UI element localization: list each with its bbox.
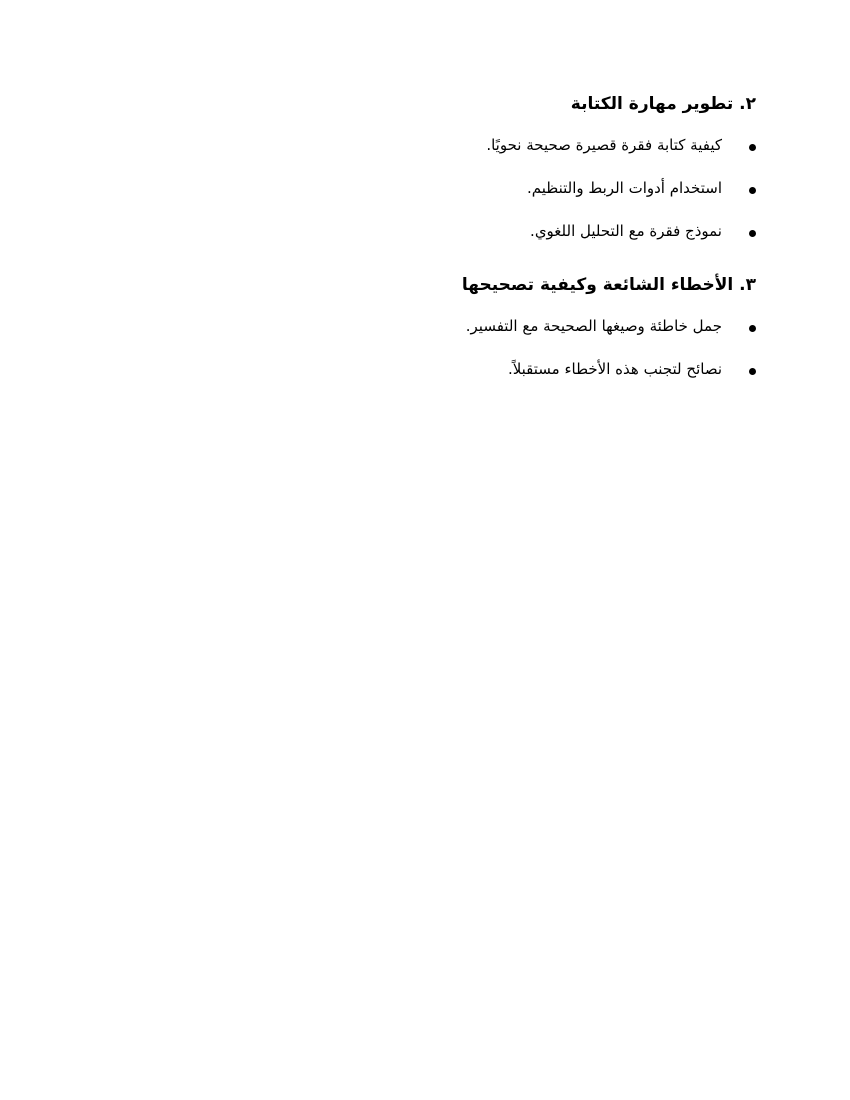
bullet-icon — [749, 325, 756, 332]
list-item — [336, 124, 756, 167]
section-heading: ٢. تطوير مهارة الكتابة — [570, 94, 756, 114]
list-item — [336, 348, 756, 391]
list-item-text: جمل خاطئة وصيغها الصحيحة مع التفسير. — [465, 317, 722, 335]
bullet-list — [336, 124, 756, 253]
list-item-text: نموذج فقرة مع التحليل اللغوي. — [530, 222, 722, 240]
list-item-text: كيفية كتابة فقرة قصيرة صحيحة نحويًا. — [486, 136, 722, 154]
list-item-text: نصائح لتجنب هذه الأخطاء مستقبلاً. — [507, 360, 722, 378]
document-content — [336, 86, 756, 391]
bullet-icon — [749, 368, 756, 375]
section-heading: ٣. الأخطاء الشائعة وكيفية تصحيحها — [461, 275, 756, 295]
bullet-icon — [749, 144, 756, 151]
section-writing-skills — [336, 86, 756, 253]
bullet-icon — [749, 187, 756, 194]
bullet-list — [336, 305, 756, 391]
list-item-text: استخدام أدوات الربط والتنظيم. — [527, 179, 722, 197]
list-item — [336, 167, 756, 210]
bullet-icon — [749, 230, 756, 237]
list-item — [336, 210, 756, 253]
list-item — [336, 305, 756, 348]
section-common-errors — [336, 267, 756, 391]
